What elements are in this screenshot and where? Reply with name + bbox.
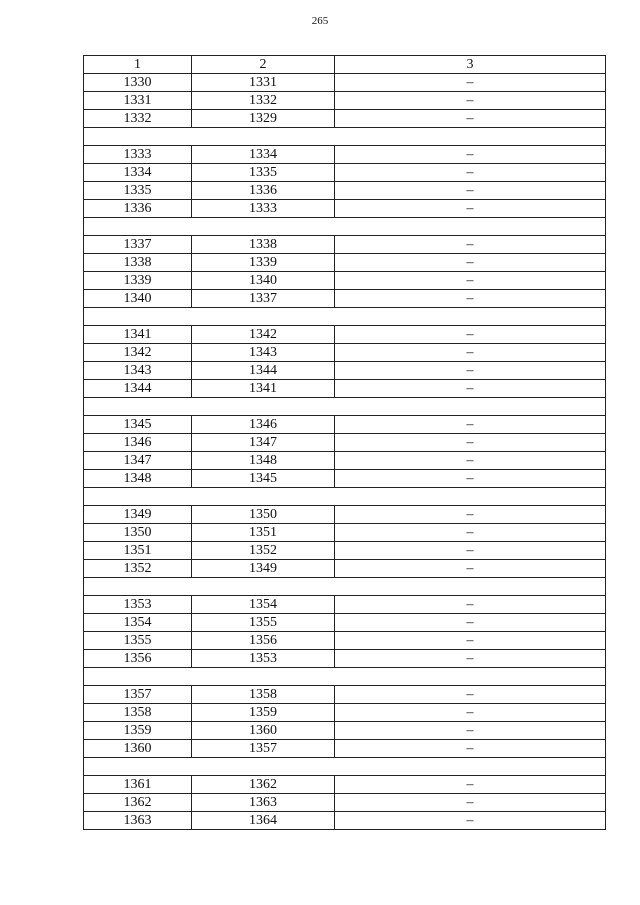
- cell-col-1: 1341: [84, 326, 192, 344]
- cell-col-3: –: [335, 596, 606, 614]
- cell-col-3: –: [335, 560, 606, 578]
- cell-col-1: 1337: [84, 236, 192, 254]
- cell-col-3: –: [335, 272, 606, 290]
- cell-col-1: 1353: [84, 596, 192, 614]
- column-header-1: 1: [84, 56, 192, 74]
- cell-col-2: 1347: [192, 434, 335, 452]
- cell-col-3: –: [335, 110, 606, 128]
- cell-col-1: 1352: [84, 560, 192, 578]
- table-row: [84, 326, 606, 344]
- cell-col-2: 1359: [192, 704, 335, 722]
- cell-col-3: –: [335, 290, 606, 308]
- separator-cell: [84, 218, 606, 236]
- cell-col-3: –: [335, 542, 606, 560]
- table-row: [84, 542, 606, 560]
- cell-col-2: 1345: [192, 470, 335, 488]
- table-row: [84, 524, 606, 542]
- table-row: [84, 416, 606, 434]
- column-header-3: 3: [335, 56, 606, 74]
- table-row: [84, 380, 606, 398]
- page-number: 265: [311, 15, 329, 27]
- cell-col-3: –: [335, 344, 606, 362]
- group-separator-row: [84, 578, 606, 596]
- cell-col-2: 1343: [192, 344, 335, 362]
- cell-col-1: 1339: [84, 272, 192, 290]
- cell-col-1: 1335: [84, 182, 192, 200]
- table-row: [84, 236, 606, 254]
- table-row: [84, 470, 606, 488]
- cell-col-2: 1360: [192, 722, 335, 740]
- cell-col-2: 1332: [192, 92, 335, 110]
- cell-col-2: 1354: [192, 596, 335, 614]
- cell-col-1: 1363: [84, 812, 192, 830]
- cell-col-2: 1333: [192, 200, 335, 218]
- group-separator-row: [84, 128, 606, 146]
- cell-col-3: –: [335, 452, 606, 470]
- separator-cell: [84, 398, 606, 416]
- cell-col-3: –: [335, 506, 606, 524]
- cell-col-2: 1362: [192, 776, 335, 794]
- table-header: [84, 56, 606, 74]
- cell-col-2: 1329: [192, 110, 335, 128]
- group-separator-row: [84, 308, 606, 326]
- cell-col-3: –: [335, 92, 606, 110]
- cell-col-2: 1340: [192, 272, 335, 290]
- cell-col-1: 1357: [84, 686, 192, 704]
- cell-col-1: 1362: [84, 794, 192, 812]
- cell-col-1: 1332: [84, 110, 192, 128]
- cell-col-3: –: [335, 740, 606, 758]
- cell-col-1: 1342: [84, 344, 192, 362]
- cell-col-1: 1346: [84, 434, 192, 452]
- cell-col-3: –: [335, 650, 606, 668]
- cell-col-3: –: [335, 416, 606, 434]
- group-separator-row: [84, 488, 606, 506]
- table-row: [84, 776, 606, 794]
- cell-col-1: 1355: [84, 632, 192, 650]
- table-row: [84, 254, 606, 272]
- cell-col-2: 1357: [192, 740, 335, 758]
- cell-col-2: 1344: [192, 362, 335, 380]
- cell-col-1: 1349: [84, 506, 192, 524]
- cell-col-2: 1353: [192, 650, 335, 668]
- cell-col-1: 1350: [84, 524, 192, 542]
- cell-col-3: –: [335, 164, 606, 182]
- cell-col-3: –: [335, 74, 606, 92]
- table-row: [84, 614, 606, 632]
- cell-col-1: 1334: [84, 164, 192, 182]
- data-table: [83, 55, 606, 830]
- cell-col-1: 1351: [84, 542, 192, 560]
- cell-col-2: 1331: [192, 74, 335, 92]
- cell-col-1: 1340: [84, 290, 192, 308]
- cell-col-2: 1350: [192, 506, 335, 524]
- cell-col-1: 1358: [84, 704, 192, 722]
- header-row: [84, 56, 606, 74]
- table-row: [84, 200, 606, 218]
- cell-col-3: –: [335, 794, 606, 812]
- table-row: [84, 704, 606, 722]
- cell-col-2: 1364: [192, 812, 335, 830]
- table-row: [84, 362, 606, 380]
- cell-col-3: –: [335, 470, 606, 488]
- group-separator-row: [84, 218, 606, 236]
- table-row: [84, 110, 606, 128]
- cell-col-3: –: [335, 254, 606, 272]
- table-row: [84, 146, 606, 164]
- cell-col-3: –: [335, 146, 606, 164]
- table-row: [84, 182, 606, 200]
- cell-col-3: –: [335, 614, 606, 632]
- table-row: [84, 650, 606, 668]
- table-row: [84, 596, 606, 614]
- table-row: [84, 272, 606, 290]
- table-row: [84, 74, 606, 92]
- table-row: [84, 290, 606, 308]
- cell-col-3: –: [335, 704, 606, 722]
- group-separator-row: [84, 758, 606, 776]
- column-header-2: 2: [192, 56, 335, 74]
- table-row: [84, 812, 606, 830]
- cell-col-1: 1347: [84, 452, 192, 470]
- separator-cell: [84, 758, 606, 776]
- cell-col-3: –: [335, 812, 606, 830]
- table-row: [84, 740, 606, 758]
- cell-col-3: –: [335, 686, 606, 704]
- cell-col-1: 1344: [84, 380, 192, 398]
- cell-col-3: –: [335, 632, 606, 650]
- group-separator-row: [84, 398, 606, 416]
- table-row: [84, 560, 606, 578]
- cell-col-2: 1348: [192, 452, 335, 470]
- cell-col-2: 1351: [192, 524, 335, 542]
- cell-col-1: 1331: [84, 92, 192, 110]
- cell-col-3: –: [335, 434, 606, 452]
- cell-col-3: –: [335, 236, 606, 254]
- table-body: [84, 74, 606, 830]
- cell-col-3: –: [335, 380, 606, 398]
- cell-col-2: 1355: [192, 614, 335, 632]
- cell-col-2: 1335: [192, 164, 335, 182]
- cell-col-1: 1354: [84, 614, 192, 632]
- cell-col-2: 1334: [192, 146, 335, 164]
- separator-cell: [84, 488, 606, 506]
- cell-col-1: 1338: [84, 254, 192, 272]
- table-row: [84, 722, 606, 740]
- cell-col-2: 1342: [192, 326, 335, 344]
- table-row: [84, 452, 606, 470]
- separator-cell: [84, 308, 606, 326]
- table-row: [84, 434, 606, 452]
- cell-col-2: 1349: [192, 560, 335, 578]
- cell-col-2: 1336: [192, 182, 335, 200]
- cell-col-2: 1338: [192, 236, 335, 254]
- table-row: [84, 686, 606, 704]
- table-row: [84, 794, 606, 812]
- cell-col-2: 1352: [192, 542, 335, 560]
- cell-col-3: –: [335, 326, 606, 344]
- cell-col-2: 1363: [192, 794, 335, 812]
- cell-col-1: 1361: [84, 776, 192, 794]
- cell-col-2: 1358: [192, 686, 335, 704]
- table-row: [84, 632, 606, 650]
- cell-col-2: 1341: [192, 380, 335, 398]
- separator-cell: [84, 128, 606, 146]
- separator-cell: [84, 578, 606, 596]
- cell-col-1: 1345: [84, 416, 192, 434]
- cell-col-1: 1330: [84, 74, 192, 92]
- cell-col-1: 1356: [84, 650, 192, 668]
- table-row: [84, 92, 606, 110]
- cell-col-1: 1359: [84, 722, 192, 740]
- cell-col-3: –: [335, 182, 606, 200]
- cell-col-2: 1339: [192, 254, 335, 272]
- table-row: [84, 344, 606, 362]
- separator-cell: [84, 668, 606, 686]
- cell-col-3: –: [335, 524, 606, 542]
- cell-col-3: –: [335, 362, 606, 380]
- table-row: [84, 164, 606, 182]
- table-row: [84, 506, 606, 524]
- cell-col-2: 1356: [192, 632, 335, 650]
- cell-col-3: –: [335, 200, 606, 218]
- cell-col-1: 1336: [84, 200, 192, 218]
- cell-col-1: 1343: [84, 362, 192, 380]
- cell-col-1: 1348: [84, 470, 192, 488]
- cell-col-2: 1346: [192, 416, 335, 434]
- cell-col-1: 1333: [84, 146, 192, 164]
- cell-col-3: –: [335, 776, 606, 794]
- group-separator-row: [84, 668, 606, 686]
- cell-col-2: 1337: [192, 290, 335, 308]
- cell-col-3: –: [335, 722, 606, 740]
- cell-col-1: 1360: [84, 740, 192, 758]
